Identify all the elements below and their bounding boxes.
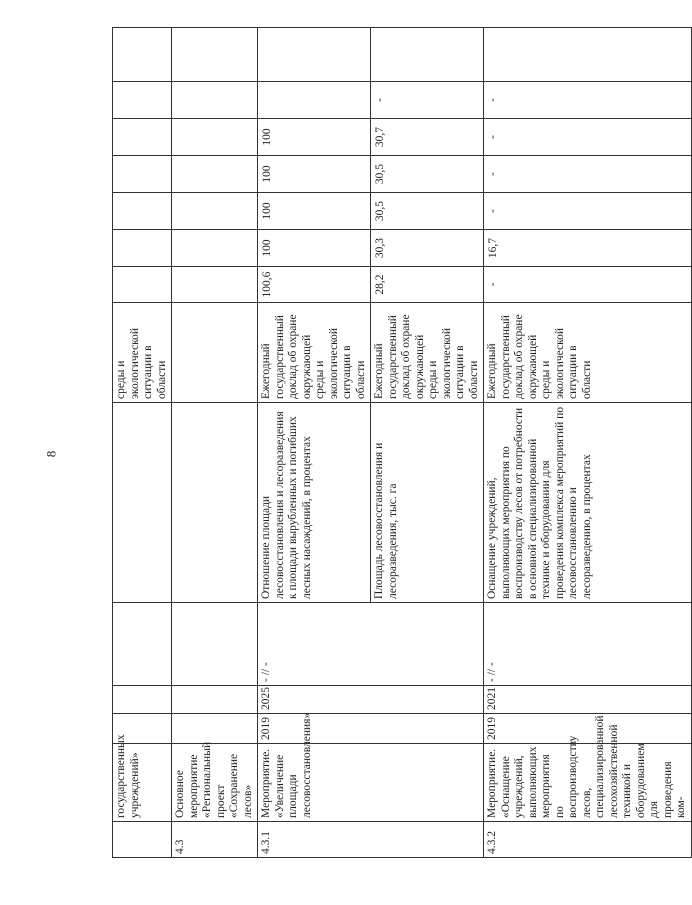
- data-source: [172, 303, 258, 403]
- value-cell: [113, 28, 172, 82]
- data-source: Ежегодный государственный доклад об охране окружающей среды и экологической ситуации в области: [484, 303, 692, 403]
- year-start: [172, 714, 258, 744]
- value-cell: 30,7: [371, 119, 484, 156]
- year-end: 2021: [484, 686, 692, 714]
- table-row: [113, 28, 172, 858]
- data-source: среды и экологической ситуации в области: [113, 303, 172, 403]
- document-sheet: [112, 48, 687, 858]
- value-cell: [113, 267, 172, 303]
- value-cell: [172, 82, 258, 119]
- value-cell: 100: [258, 193, 371, 230]
- value-cell: 30,5: [371, 193, 484, 230]
- executor: [172, 603, 258, 686]
- indicator: [113, 403, 172, 603]
- value-cell: [258, 82, 371, 119]
- measure-name: государственных учреждений»: [113, 744, 172, 822]
- indicator: Отношение площади лесовосстановления и лесоразведения к площади вырубленных и погибших лесных насаждений, в процентах: [258, 403, 371, 603]
- value-cell: [484, 28, 692, 82]
- year-end: 2025: [258, 686, 484, 714]
- value-cell: [113, 156, 172, 193]
- executor: [113, 603, 172, 686]
- value-cell: [371, 28, 484, 82]
- executor: - // -: [258, 603, 484, 686]
- value-cell: 16,7: [484, 230, 692, 267]
- data-source: Ежегодный государственный доклад об охране окружающей среды и экологической ситуации в области: [371, 303, 484, 403]
- row-number: 4.3.2: [484, 822, 692, 858]
- page-number: 8: [43, 450, 59, 458]
- measure-name: Мероприятие. «Увеличение площади лесовосстановления»: [258, 744, 484, 822]
- value-cell: 30,5: [371, 156, 484, 193]
- year-end: [172, 686, 258, 714]
- measure-name: Основное мероприятие «Региональный проект «Сохранение лесов»: [172, 744, 258, 822]
- table-row: [258, 28, 371, 858]
- year-end: [113, 686, 172, 714]
- indicator: [172, 403, 258, 603]
- value-cell: [172, 193, 258, 230]
- value-cell: [172, 119, 258, 156]
- value-cell: -: [484, 82, 692, 119]
- value-cell: -: [484, 193, 692, 230]
- table-row: [172, 28, 258, 858]
- executor: - // -: [484, 603, 692, 686]
- row-number: [113, 822, 172, 858]
- value-cell: [113, 193, 172, 230]
- measure-name: Мероприятие. «Оснащение учреждений, выполняющих мероприятия по воспроизводству лесов, специализированной лесохозяйственной техникой и оборудованием для проведения ком-: [484, 744, 692, 822]
- value-cell: 100: [258, 119, 371, 156]
- year-start: 2019: [258, 714, 484, 744]
- indicator: Площадь лесовосстановления и лесоразведения, тыс. га: [371, 403, 484, 603]
- value-cell: [113, 82, 172, 119]
- row-number: 4.3: [172, 822, 258, 858]
- value-cell: [172, 267, 258, 303]
- value-cell: -: [484, 156, 692, 193]
- value-cell: [172, 28, 258, 82]
- value-cell: 30,3: [371, 230, 484, 267]
- value-cell: -: [484, 119, 692, 156]
- value-cell: 100: [258, 156, 371, 193]
- value-cell: 100,6: [258, 267, 371, 303]
- year-start: 2019: [484, 714, 692, 744]
- data-source: Ежегодный государственный доклад об охране окружающей среды и экологической ситуации в области: [258, 303, 371, 403]
- value-cell: [172, 156, 258, 193]
- value-cell: 100: [258, 230, 371, 267]
- value-cell: 28,2: [371, 267, 484, 303]
- value-cell: [113, 230, 172, 267]
- program-table: [112, 27, 692, 858]
- value-cell: -: [371, 82, 484, 119]
- table-row: [484, 28, 692, 858]
- indicator: Оснащение учреждений, выполняющих мероприятия по воспроизводству лесов от потребности в основной специализированной технике и оборудовании для проведения комплекса мероприятий по лесовосстановлению и лесоразведению, в процентах: [484, 403, 692, 603]
- row-number: 4.3.1: [258, 822, 484, 858]
- value-cell: [113, 119, 172, 156]
- value-cell: -: [484, 267, 692, 303]
- value-cell: [258, 28, 371, 82]
- value-cell: [172, 230, 258, 267]
